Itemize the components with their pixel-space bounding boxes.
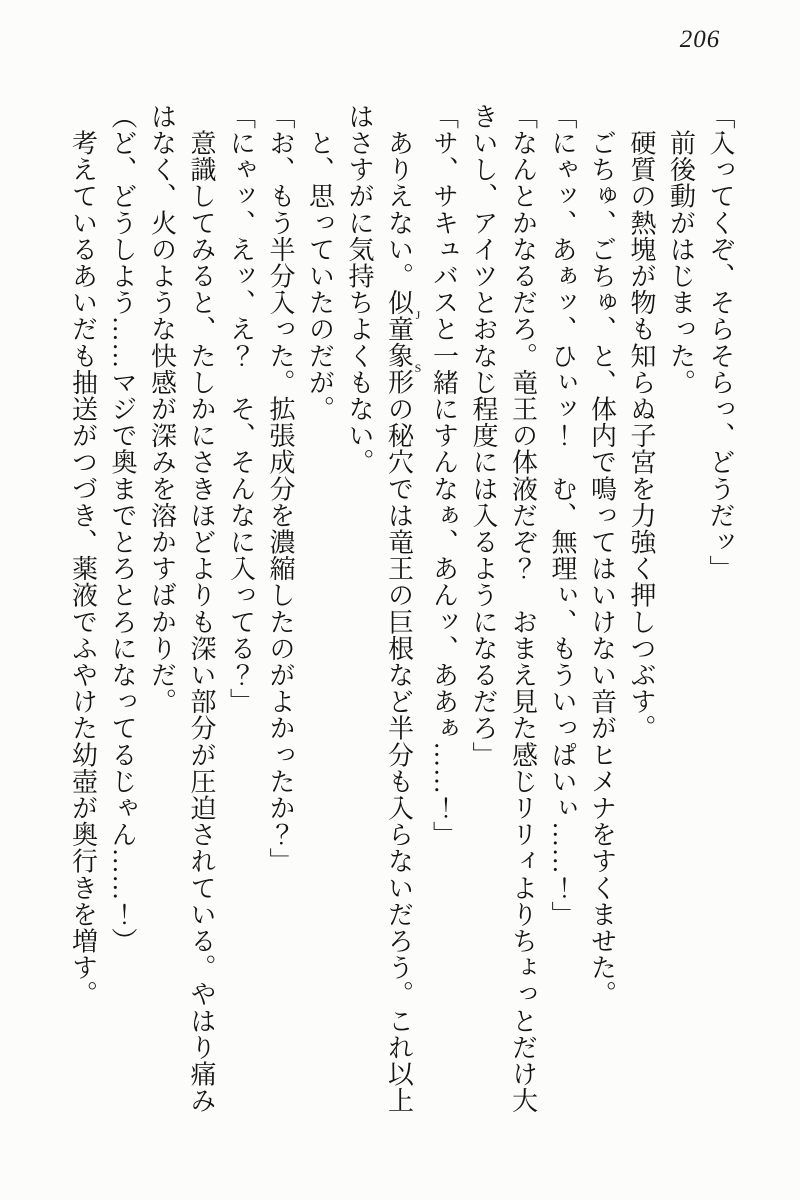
text-column bbox=[103, 103, 143, 1123]
text-run: ありえない。 bbox=[384, 103, 414, 290]
text-column bbox=[379, 103, 424, 1123]
text-run: 「なんとかなるだろ。竜王の体液だぞ？ おまえ見た感じリリィよりちょっとだけ大 bbox=[508, 103, 538, 1114]
text-run: 「入ってくぞ、そらそらっ、どうだッ」 bbox=[706, 103, 735, 582]
text-run: ごちゅ、ごちゅ、と、体内で鳴ってはいけない音がヒメナをすくませた。 bbox=[587, 103, 617, 1008]
text-column bbox=[424, 103, 464, 1123]
ruby-annotated-word: 似童J bbox=[384, 289, 425, 343]
text-run: 意識してみると、たしかにさきほどよりも深い部分が圧迫されている。やはり痛み bbox=[187, 103, 216, 1114]
text-run: はさすがに気持ちよくもない。 bbox=[345, 103, 374, 476]
text-run: 前後動がはじまった。 bbox=[666, 103, 696, 396]
text-column bbox=[503, 103, 543, 1123]
text-run: 「にゃッ、えッ、え？ そ、そんなに入ってる？」 bbox=[226, 103, 256, 715]
ruby-text: S bbox=[411, 342, 425, 396]
text-column bbox=[622, 103, 662, 1123]
text-column bbox=[464, 103, 504, 1123]
text-body bbox=[63, 103, 740, 1123]
ruby-text: J bbox=[411, 289, 425, 343]
text-column bbox=[661, 103, 701, 1123]
text-run: 「お、もう半分入った。拡張成分を濃縮したのがよかったか？」 bbox=[266, 103, 295, 875]
text-run: 「にゃッ、あぁッ、ひぃッ！ む、無理ぃ、もういっぱいぃ……！」 bbox=[548, 103, 577, 928]
text-column bbox=[182, 103, 222, 1123]
text-column bbox=[63, 103, 103, 1123]
ruby-annotated-word: 象形S bbox=[384, 342, 425, 396]
text-run: きいし、アイツとおなじ程度には入るようになるだろ」 bbox=[469, 103, 498, 768]
text-run: 「サ、サキュバスと一緒にすんなぁ、あんッ、ああぁ……！」 bbox=[429, 103, 459, 848]
text-run: 考えているあいだも抽送がつづき、薬液でふやけた幼壺が奥行きを増す。 bbox=[68, 103, 98, 1008]
text-column bbox=[142, 103, 182, 1123]
text-column bbox=[300, 103, 340, 1123]
text-column bbox=[261, 103, 301, 1123]
page-number: 206 bbox=[679, 26, 721, 53]
text-column bbox=[543, 103, 583, 1123]
text-column bbox=[221, 103, 261, 1123]
text-column bbox=[701, 103, 741, 1123]
text-column bbox=[340, 103, 380, 1123]
text-run: 硬質の熱塊が物も知らぬ子宮を力強く押しつぶす。 bbox=[627, 103, 656, 742]
text-run: と、思っていたのだが。 bbox=[305, 103, 335, 423]
text-column bbox=[582, 103, 622, 1123]
text-run: （ど、どうしよう……マジで奥までとろとろになってるじゃん……！） bbox=[108, 103, 137, 955]
text-run: はなく、火のような快感が深みを溶かすばかりだ。 bbox=[147, 103, 177, 715]
text-run: の秘穴では竜王の巨根など半分も入らないだろう。これ以上 bbox=[384, 395, 414, 1114]
